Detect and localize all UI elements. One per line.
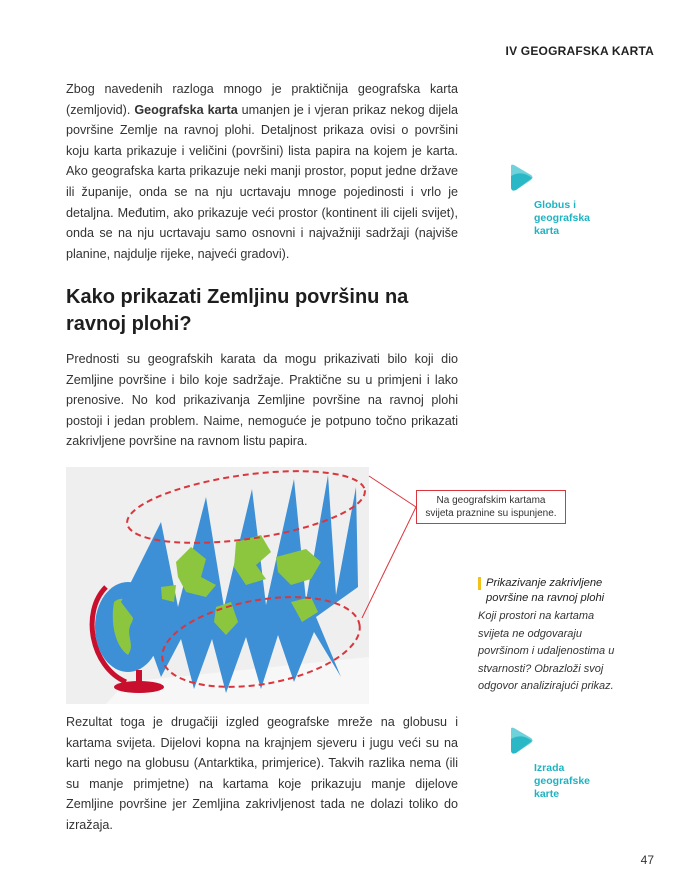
conclusion-paragraph: Rezultat toga je drugačiji izgled geografske mreže na globusu i kartama svijeta. Dijelovi kopna na krajnjem sjeveru i jugu veći su na karti nego na globusu (Antarktika, primjerice). Takvih razlika nema (ili su manje primjetne) na kartama koje prikazuju manje dijelove Zemljine površine jer Zemljina zakrivljenost tada ne dolazi toliko do izražaja. — [66, 715, 458, 832]
intro-paragraph — [66, 79, 458, 264]
video-link-globus[interactable] — [508, 164, 618, 238]
section-heading: Kako prikazati Zemljinu površinu na ravnoj plohi? — [66, 286, 409, 335]
video-link-label-line1: Izrada — [534, 762, 565, 774]
video-link-label — [508, 762, 618, 801]
globe-photo — [66, 467, 369, 704]
play-icon — [508, 164, 534, 192]
video-link-label-line2: geografska karta — [534, 212, 591, 237]
page-number: 47 — [640, 853, 654, 867]
video-link-label-line2: geografske karte — [534, 775, 591, 800]
video-link-izrada[interactable] — [508, 727, 618, 801]
intro-text-2: umanjen je i vjeran prikaz nekog dijela površine Zemlje na ravnoj plohi. Detaljnost prikaza ovisi o površini koju karta prikazuje i veličini (površini) lista papira na kojem je karta. Ako geografska karta prikazuje neki manji prostor, poput jedne države ili županije, onda se na nju ucrtavaju mnoge pojedinosti i vrlo je detaljna. Međutim, ako prikazuje veći prostor (kontinent ili cijeli svijet), onda se na nju ucrtavaju samo osnovni i najvažniji sadržaji (najviše planine, najdulje rijeke, najveći gradovi). — [66, 102, 458, 261]
globe-illustration — [66, 467, 369, 704]
task-title-line2: površine na ravnoj plohi — [486, 592, 605, 604]
task-accent-bar — [478, 577, 481, 590]
task-title-line1: Prikazivanje zakrivljene — [486, 577, 603, 589]
chapter-title: IV GEOGRAFSKA KARTA — [505, 44, 654, 58]
task-box — [478, 576, 628, 696]
intro-bold-term: Geografska karta — [134, 102, 238, 117]
task-body: Koji prostori na kartama svijeta ne odgovaraju površinom i udaljenostima u stvarnosti? Obrazloži svoj odgovor analizirajući prikaz. — [478, 610, 615, 693]
play-icon — [508, 727, 534, 755]
globe-stand — [114, 681, 164, 693]
section-paragraph: Prednosti su geografskih karata da mogu prikazivati bilo koji dio Zemljine površine i bilo koje sadržaje. Praktične su u primjeni i lako prenosive. No kod prikazivanja Zemljine površine na ravnoj plohi postoji i jedan problem. Naime, nemoguće je potpuno točno prikazati zakrivljene površine na ravnom listu papira. — [66, 352, 458, 449]
intro-text-1: Zbog navedenih razloga mnogo je praktičnija geografska karta (zemljovid). — [66, 82, 458, 117]
task-title — [478, 576, 628, 606]
figure-callout: Na geografskim kartama svijeta praznine su ispunjene. — [416, 490, 566, 524]
video-link-label — [508, 199, 618, 238]
video-link-label-line1: Globus i — [534, 199, 576, 211]
